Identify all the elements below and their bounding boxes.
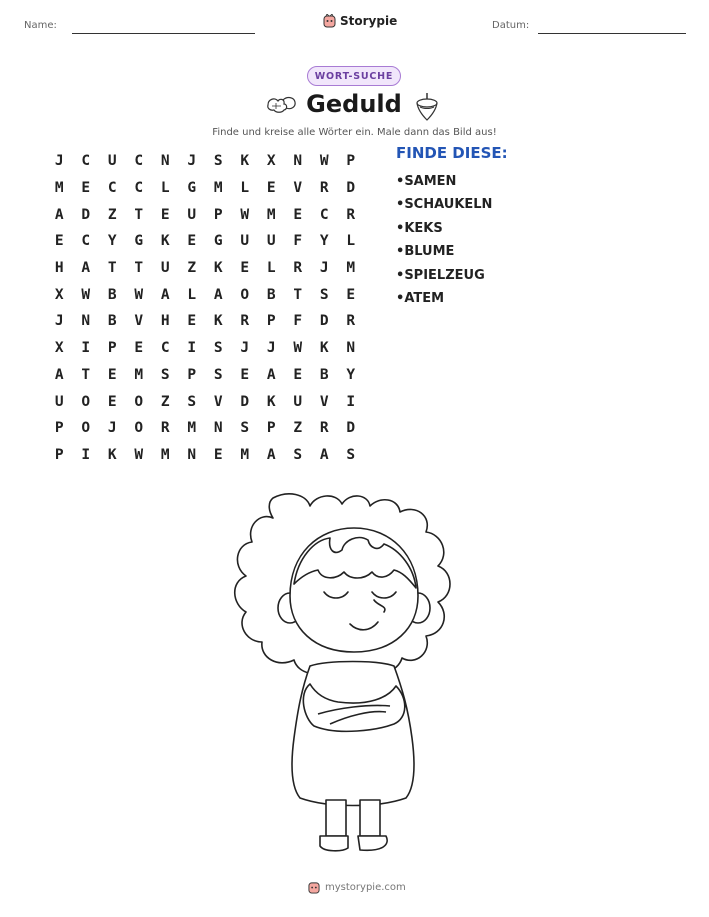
grid-letter[interactable]: D (346, 420, 356, 437)
grid-letter[interactable]: V (293, 180, 303, 197)
grid-letter[interactable]: C (107, 180, 117, 197)
footer (308, 881, 406, 894)
grid-letter[interactable]: H (160, 313, 170, 330)
grid-letter[interactable]: E (213, 446, 223, 463)
grid-letter[interactable]: R (240, 313, 250, 330)
grid-letter[interactable]: A (266, 446, 276, 463)
grid-letter[interactable]: I (81, 446, 91, 463)
grid-letter[interactable]: Z (160, 393, 170, 410)
grid-letter[interactable]: W (293, 340, 303, 357)
grid-letter[interactable]: E (293, 366, 303, 383)
word-list-item: • KEKS (396, 217, 492, 240)
grid-letter[interactable]: L (240, 180, 250, 197)
grid-letter[interactable]: M (346, 260, 356, 277)
grid-letter[interactable]: J (54, 153, 64, 170)
grid-letter[interactable]: I (81, 340, 91, 357)
grid-letter[interactable]: W (319, 153, 329, 170)
grid-letter[interactable]: E (107, 393, 117, 410)
grid-row (46, 442, 364, 469)
word-list-item: • BLUME (396, 240, 492, 263)
storypie-mascot-icon (323, 14, 336, 28)
grid-letter[interactable]: J (240, 340, 250, 357)
grid-letter[interactable]: O (81, 420, 91, 437)
grid-letter[interactable]: V (134, 313, 144, 330)
grid-letter[interactable]: J (266, 340, 276, 357)
date-label: Datum: (492, 20, 530, 31)
grid-row (46, 175, 364, 202)
grid-letter[interactable]: A (266, 366, 276, 383)
grid-letter[interactable]: J (319, 260, 329, 277)
grid-letter[interactable]: P (266, 313, 276, 330)
word-list-item: • SPIELZEUG (396, 264, 492, 287)
grid-letter[interactable]: D (81, 206, 91, 223)
grid-letter[interactable]: R (346, 206, 356, 223)
grid-letter[interactable]: V (213, 393, 223, 410)
grid-letter[interactable]: M (160, 446, 170, 463)
grid-row (46, 228, 364, 255)
grid-letter[interactable]: D (319, 313, 329, 330)
grid-letter[interactable]: T (134, 206, 144, 223)
spinning-top-icon (414, 92, 440, 122)
grid-letter[interactable]: L (187, 286, 197, 303)
grid-letter[interactable]: W (81, 286, 91, 303)
grid-letter[interactable]: F (293, 233, 303, 250)
brand-logo (323, 14, 397, 28)
grid-letter[interactable]: S (319, 286, 329, 303)
grid-letter[interactable]: M (240, 446, 250, 463)
grid-letter[interactable]: U (240, 233, 250, 250)
grid-letter[interactable]: D (346, 180, 356, 197)
grid-letter[interactable]: E (134, 340, 144, 357)
grid-letter[interactable]: C (134, 153, 144, 170)
grid-letter[interactable]: U (266, 233, 276, 250)
grid-letter[interactable]: A (160, 286, 170, 303)
grid-letter[interactable]: C (81, 153, 91, 170)
grid-letter[interactable]: B (107, 313, 117, 330)
grid-letter[interactable]: J (107, 420, 117, 437)
grid-letter[interactable]: K (213, 260, 223, 277)
storypie-mascot-icon (308, 881, 320, 894)
grid-letter[interactable]: W (240, 206, 250, 223)
grid-letter[interactable]: U (293, 393, 303, 410)
grid-row (46, 308, 364, 335)
grid-row (46, 201, 364, 228)
grid-letter[interactable]: Y (346, 366, 356, 383)
grid-letter[interactable]: S (213, 153, 223, 170)
grid-letter[interactable]: N (81, 313, 91, 330)
grid-letter[interactable]: N (160, 153, 170, 170)
grid-letter[interactable]: M (54, 180, 64, 197)
grid-letter[interactable]: R (346, 313, 356, 330)
grid-row (46, 255, 364, 282)
grid-letter[interactable]: S (346, 446, 356, 463)
girl-coloring-illustration (218, 488, 488, 860)
grid-letter[interactable]: P (107, 340, 117, 357)
grid-letter[interactable]: T (293, 286, 303, 303)
grid-letter[interactable]: E (107, 366, 117, 383)
grid-letter[interactable]: S (213, 340, 223, 357)
grid-letter[interactable]: Z (187, 260, 197, 277)
grid-letter[interactable]: M (187, 420, 197, 437)
date-line (538, 33, 686, 34)
grid-letter[interactable]: G (213, 233, 223, 250)
page-title: Geduld (306, 90, 402, 118)
grid-letter[interactable]: Z (293, 420, 303, 437)
grid-letter[interactable]: C (160, 340, 170, 357)
grid-letter[interactable]: T (134, 260, 144, 277)
grid-letter[interactable]: U (160, 260, 170, 277)
grid-letter[interactable]: K (266, 393, 276, 410)
grid-letter[interactable]: L (346, 233, 356, 250)
grid-letter[interactable]: U (107, 153, 117, 170)
grid-letter[interactable]: O (240, 286, 250, 303)
grid-row (46, 335, 364, 362)
grid-letter[interactable]: X (54, 286, 64, 303)
grid-letter[interactable]: T (81, 366, 91, 383)
word-list-title: FINDE DIESE: (396, 144, 508, 162)
grid-letter[interactable]: U (187, 206, 197, 223)
grid-letter[interactable]: I (346, 393, 356, 410)
grid-letter[interactable]: K (160, 233, 170, 250)
grid-letter[interactable]: C (81, 233, 91, 250)
grid-letter[interactable]: X (266, 153, 276, 170)
grid-letter[interactable]: M (266, 206, 276, 223)
grid-letter[interactable]: S (160, 366, 170, 383)
grid-letter[interactable]: A (81, 260, 91, 277)
grid-letter[interactable]: D (240, 393, 250, 410)
grid-letter[interactable]: P (346, 153, 356, 170)
grid-letter[interactable]: R (160, 420, 170, 437)
grid-letter[interactable]: Y (319, 233, 329, 250)
instructions: Finde und kreise alle Wörter ein. Male dann das Bild aus! (212, 127, 497, 138)
grid-letter[interactable]: K (107, 446, 117, 463)
grid-row (46, 148, 364, 175)
grid-letter[interactable]: O (134, 393, 144, 410)
grid-letter[interactable]: J (54, 313, 64, 330)
grid-letter[interactable]: F (293, 313, 303, 330)
grid-letter[interactable]: S (293, 446, 303, 463)
grid-letter[interactable]: E (266, 180, 276, 197)
grid-letter[interactable]: E (346, 286, 356, 303)
grid-letter[interactable]: A (319, 446, 329, 463)
grid-letter[interactable]: W (134, 286, 144, 303)
grid-letter[interactable]: U (54, 393, 64, 410)
grid-letter[interactable]: P (54, 420, 64, 437)
grid-letter[interactable]: S (213, 366, 223, 383)
grid-letter[interactable]: K (240, 153, 250, 170)
grid-letter[interactable]: H (54, 260, 64, 277)
grid-letter[interactable]: E (187, 233, 197, 250)
grid-letter[interactable]: W (134, 446, 144, 463)
grid-letter[interactable]: M (213, 180, 223, 197)
grid-letter[interactable]: K (319, 340, 329, 357)
grid-letter[interactable]: S (187, 393, 197, 410)
grid-letter[interactable]: G (134, 233, 144, 250)
word-list-item: • SCHAUKELN (396, 193, 492, 216)
grid-letter[interactable]: R (293, 260, 303, 277)
grid-row (46, 415, 364, 442)
grid-row (46, 281, 364, 308)
grid-letter[interactable]: P (266, 420, 276, 437)
grid-letter[interactable]: C (134, 180, 144, 197)
grid-letter[interactable]: G (187, 180, 197, 197)
grid-letter[interactable]: N (346, 340, 356, 357)
grid-letter[interactable]: N (293, 153, 303, 170)
grid-letter[interactable]: V (319, 393, 329, 410)
grid-letter[interactable]: A (54, 206, 64, 223)
grid-letter[interactable]: E (54, 233, 64, 250)
word-search-grid (46, 148, 364, 468)
grid-letter[interactable]: E (81, 180, 91, 197)
grid-letter[interactable]: L (266, 260, 276, 277)
grid-letter[interactable]: S (240, 420, 250, 437)
word-list (396, 170, 492, 310)
brand-name: Storypie (340, 14, 398, 28)
grid-letter[interactable]: L (160, 180, 170, 197)
grid-letter[interactable]: T (107, 260, 117, 277)
word-list-item: • ATEM (396, 287, 492, 310)
grid-letter[interactable]: P (187, 366, 197, 383)
grid-letter[interactable]: E (160, 206, 170, 223)
grid-row (46, 362, 364, 389)
grid-letter[interactable]: A (54, 366, 64, 383)
name-label: Name: (24, 20, 57, 31)
grid-letter[interactable]: B (319, 366, 329, 383)
grid-letter[interactable]: E (240, 260, 250, 277)
grid-letter[interactable]: J (187, 153, 197, 170)
grid-letter[interactable]: N (213, 420, 223, 437)
grid-letter[interactable]: C (319, 206, 329, 223)
grid-letter[interactable]: B (266, 286, 276, 303)
grid-letter[interactable]: E (293, 206, 303, 223)
grid-letter[interactable]: B (107, 286, 117, 303)
grid-letter[interactable]: E (187, 313, 197, 330)
grid-letter[interactable]: O (134, 420, 144, 437)
grid-letter[interactable]: P (213, 206, 223, 223)
grid-letter[interactable]: P (54, 446, 64, 463)
grid-letter[interactable]: O (81, 393, 91, 410)
grid-letter[interactable]: K (213, 313, 223, 330)
grid-letter[interactable]: I (187, 340, 197, 357)
grid-letter[interactable]: Z (107, 206, 117, 223)
word-list-item: • SAMEN (396, 170, 492, 193)
grid-row (46, 388, 364, 415)
grid-letter[interactable]: E (240, 366, 250, 383)
activity-badge: WORT-SUCHE (307, 66, 401, 86)
grid-letter[interactable]: A (213, 286, 223, 303)
grid-letter[interactable]: R (319, 180, 329, 197)
footer-url: mystorypie.com (325, 882, 406, 893)
grid-letter[interactable]: X (54, 340, 64, 357)
grid-letter[interactable]: M (134, 366, 144, 383)
grid-letter[interactable]: N (187, 446, 197, 463)
grid-letter[interactable]: Y (107, 233, 117, 250)
grid-letter[interactable]: R (319, 420, 329, 437)
name-line (72, 33, 255, 34)
